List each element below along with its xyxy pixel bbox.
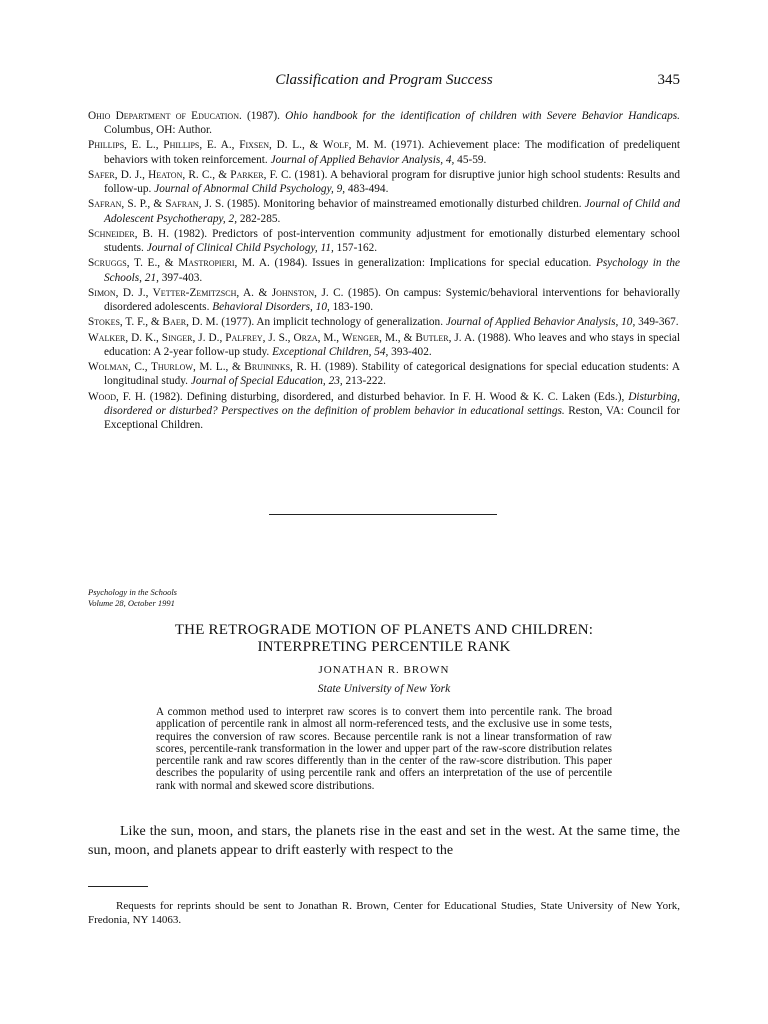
footnote-divider	[88, 886, 148, 887]
reference-entry: Ohio Department of Education. (1987). Ohio handbook for the identification of children with Severe Behavior Handicaps. Columbus, OH: Author.	[88, 110, 680, 137]
journal-name: Psychology in the Schools	[88, 587, 177, 597]
reference-entry: Wood, F. H. (1982). Defining disturbing, disordered, and disturbed behavior. In F. H. Wood & K. C. Laken (Eds.), Disturbing, disordered or disturbed? Perspectives on the definition of problem behavior in educational settings. Reston, VA: Council for Exceptional Children.	[88, 390, 680, 432]
journal-info	[88, 587, 177, 608]
section-divider	[269, 514, 497, 515]
abstract: A common method used to interpret raw scores is to convert them into percentile rank. The broad application of percentile rank in almost all norm-referenced tests, and the exclusive use in some tests, requires the conversion of raw scores. Because percentile rank is not a linear transformation of raw scores, percentile-rank transformation in the lower and upper part of the raw-score distribution relates percentile rank and raw scores differently than in the center of the raw-score distribution. This paper describes the popularity of using percentile rank and offers an interpretation of the use of percentile rank with normal and skewed score distributions.	[156, 706, 612, 792]
reference-entry: Safran, S. P., & Safran, J. S. (1985). Monitoring behavior of mainstreamed emotionally disturbed children. Journal of Child and Adolescent Psychotherapy, 2, 282-285.	[88, 198, 681, 225]
article-affiliation: State University of New York	[317, 683, 451, 695]
reference-entry: Wolman, C., Thurlow, M. L., & Bruininks, R. H. (1989). Stability of categorical designations for special education students: A longitudinal study. Journal of Special Education, 23, 213-222.	[88, 361, 680, 388]
reference-list	[88, 109, 680, 433]
journal-volume: Volume 28, October 1991	[88, 597, 175, 608]
running-title: Classification and Program Success	[275, 72, 493, 88]
article-title	[88, 622, 680, 655]
reference-entry: Stokes, T. F., & Baer, D. M. (1977). An implicit technology of generalization. Journal of Applied Behavior Analysis, 10, 349-367.	[88, 316, 679, 329]
page-number: 345	[657, 72, 680, 88]
body-paragraph: Like the sun, moon, and stars, the planets rise in the east and set in the west. At the same time, the sun, moon, and planets appear to drift easterly with respect to the	[88, 824, 680, 858]
reference-entry: Phillips, E. L., Phillips, E. A., Fixsen, D. L., & Wolf, M. M. (1971). Achievement place: The modification of predeliquent behaviors with token reinforcement. Journal of Applied Behavior Analysis, 4, 45-59.	[88, 139, 680, 166]
running-head	[88, 72, 680, 92]
reference-entry: Safer, D. J., Heaton, R. C., & Parker, F. C. (1981). A behavioral program for disruptive junior high school students: Results and follow-up. Journal of Abnormal Child Psychology, 9, 483-494.	[88, 168, 680, 196]
reference-entry: Schneider, B. H. (1982). Predictors of post-intervention community adjustment for emotionally disturbed elementary school students. Journal of Clinical Child Psychology, 11, 157-162.	[88, 227, 680, 255]
reference-entry: Walker, D. K., Singer, J. D., Palfrey, J. S., Orza, M., Wenger, M., & Butler, J. A. (1988). Who leaves and who stays in special education: A 2-year follow-up study. Exceptional Children, 54, 393-402.	[88, 331, 681, 358]
reference-entry: Simon, D. J., Vetter-Zemitzsch, A. & Johnston, J. C. (1985). On campus: Systemic/behavioral interventions for behaviorally disordered adolescents. Behavioral Disorders, 10, 183-190.	[88, 286, 680, 314]
article-title-line: THE RETROGRADE MOTION OF PLANETS AND CHILDREN:	[174, 622, 594, 638]
reference-entry: Scruggs, T. E., & Mastropieri, M. A. (1984). Issues in generalization: Implications for special education. Psychology in the Schools, 21, 397-403.	[88, 257, 680, 284]
article-title-line: INTERPRETING PERCENTILE RANK	[257, 638, 511, 655]
footnote: Requests for reprints should be sent to Jonathan R. Brown, Center for Educational Studies, State University of New York, Fredonia, NY 14063.	[88, 900, 680, 926]
article-author: JONATHAN R. BROWN	[318, 664, 450, 676]
